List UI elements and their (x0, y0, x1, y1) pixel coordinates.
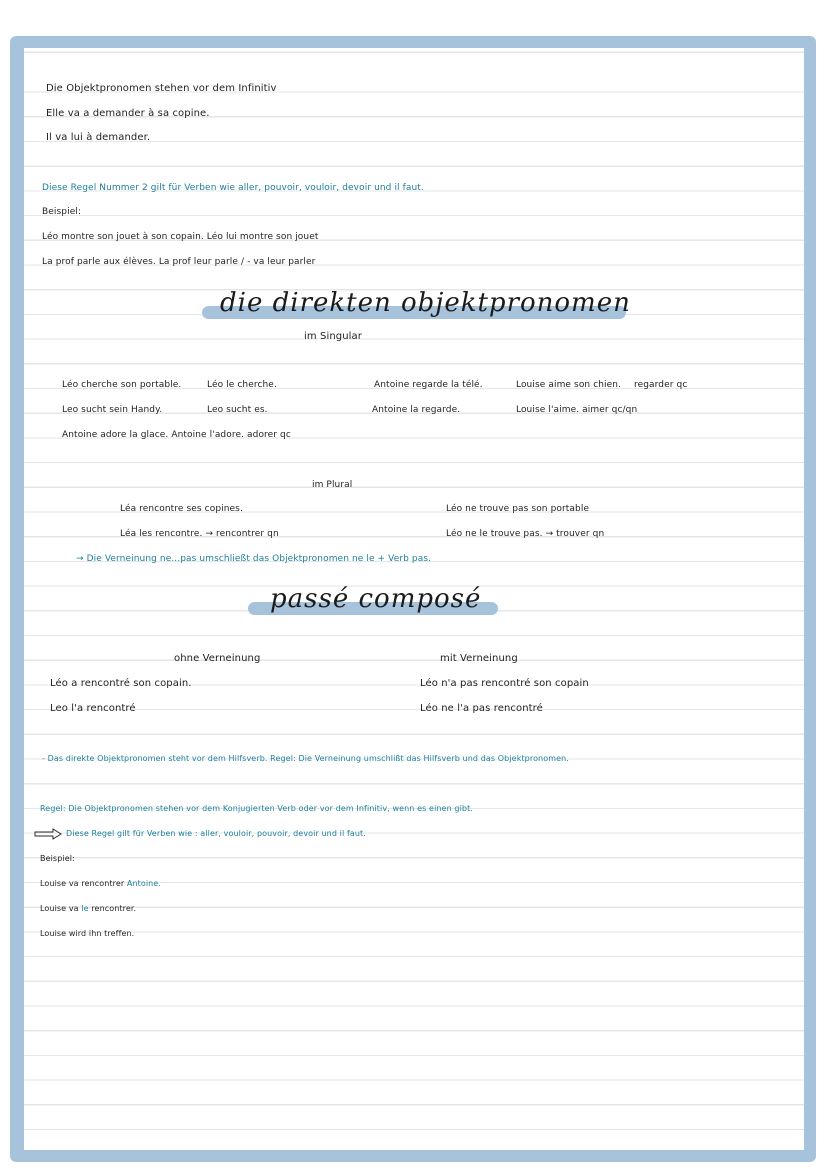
regel-prefix: Regel: (40, 804, 66, 813)
rule-infinitiv: Die Objektpronomen stehen vor dem Infinitiv (46, 83, 277, 94)
example-louise-2 (40, 904, 136, 913)
beispiel-label: Beispiel: (42, 207, 82, 217)
example-prof: La prof parle aux élèves. La prof leur parle / - va leur parler (42, 257, 316, 267)
regel-line (40, 804, 473, 813)
negation-note: → Die Verneinung ne...pas umschließt das Objektpronomen ne le + Verb pas. (76, 554, 432, 564)
sg-col4-row1-verb: regarder qc (634, 380, 688, 390)
sg-row3: Antoine adore la glace. Antoine l'adore. adorer qc (62, 430, 291, 440)
sg-col3-row2: Antoine la regarde. (372, 405, 461, 415)
pc-left-row1: Léo a rencontré son copain. (50, 678, 192, 689)
pc-left-row2: Leo l'a rencontré (50, 703, 136, 714)
example-elle: Elle va a demander à sa copine. (46, 108, 210, 119)
pl-right-row2: Léo ne le trouve pas. → trouver qn (446, 529, 605, 539)
pl-left-row1: Léa rencontre ses copines. (120, 504, 243, 514)
pc-right-row1: Léo n'a pas rencontré son copain (420, 678, 589, 689)
sg-col2-row2: Leo sucht es. (207, 405, 268, 415)
heading-direct-object-pronouns: die direkten objektpronomen (220, 288, 631, 318)
sg-col1-row2: Leo sucht sein Handy. (62, 405, 163, 415)
regel-text: Die Objektpronomen stehen vor dem Konjugierten Verb oder vor dem Infinitiv, wenn es einen gibt. (65, 804, 473, 813)
pc-right-row2: Léo ne l'a pas rencontré (420, 703, 543, 714)
example-louise-1 (40, 879, 161, 888)
regel-verbs: Diese Regel gilt für Verben wie : aller, vouloir, pouvoir, devoir und il faut. (66, 829, 366, 838)
lined-notebook-page (24, 48, 804, 1150)
sg-col1-row1: Léo cherche son portable. (62, 380, 182, 390)
plural-label: im Plural (312, 480, 353, 490)
sg-col3-row1: Antoine regarde la télé. (374, 380, 483, 390)
pc-left-label: ohne Verneinung (174, 653, 261, 664)
highlighted-object: Antoine. (126, 879, 162, 888)
highlighted-pronoun: le (81, 904, 89, 913)
right-arrow-icon (34, 828, 62, 840)
beispiel2-label: Beispiel: (40, 854, 75, 863)
example-il: Il va lui à demander. (46, 132, 151, 143)
example-leo-jouet: Léo montre son jouet à son copain. Léo lui montre son jouet (42, 232, 319, 242)
sg-col4-row2: Louise l'aime. aimer qc/qn (516, 405, 638, 415)
example-louise-3: Louise wird ihn treffen. (40, 929, 135, 938)
sg-col2-row1: Léo le cherche. (207, 380, 277, 390)
pl-right-row1: Léo ne trouve pas son portable (446, 504, 590, 514)
pl-left-row2: Léa les rencontre. → rencontrer qn (120, 529, 279, 539)
example-louise-2-pre: Louise va (40, 904, 82, 913)
pc-note: - Das direkte Objektpronomen steht vor dem Hilfsverb. Regel: Die Verneinung umschlißt das Hilfsverb und das Objektpronomen. (42, 754, 569, 763)
sg-col4-row1: Louise aime son chien. (516, 380, 622, 390)
example-louise-2-post: rencontrer. (88, 904, 137, 913)
singular-label: im Singular (304, 331, 362, 342)
heading-passe-compose: passé composé (270, 584, 482, 614)
example-louise-1-text: Louise va rencontrer (40, 879, 127, 888)
rule-2-note: Diese Regel Nummer 2 gilt für Verben wie aller, pouvoir, vouloir, devoir und il faut. (42, 183, 424, 193)
pc-right-label: mit Verneinung (440, 653, 518, 664)
